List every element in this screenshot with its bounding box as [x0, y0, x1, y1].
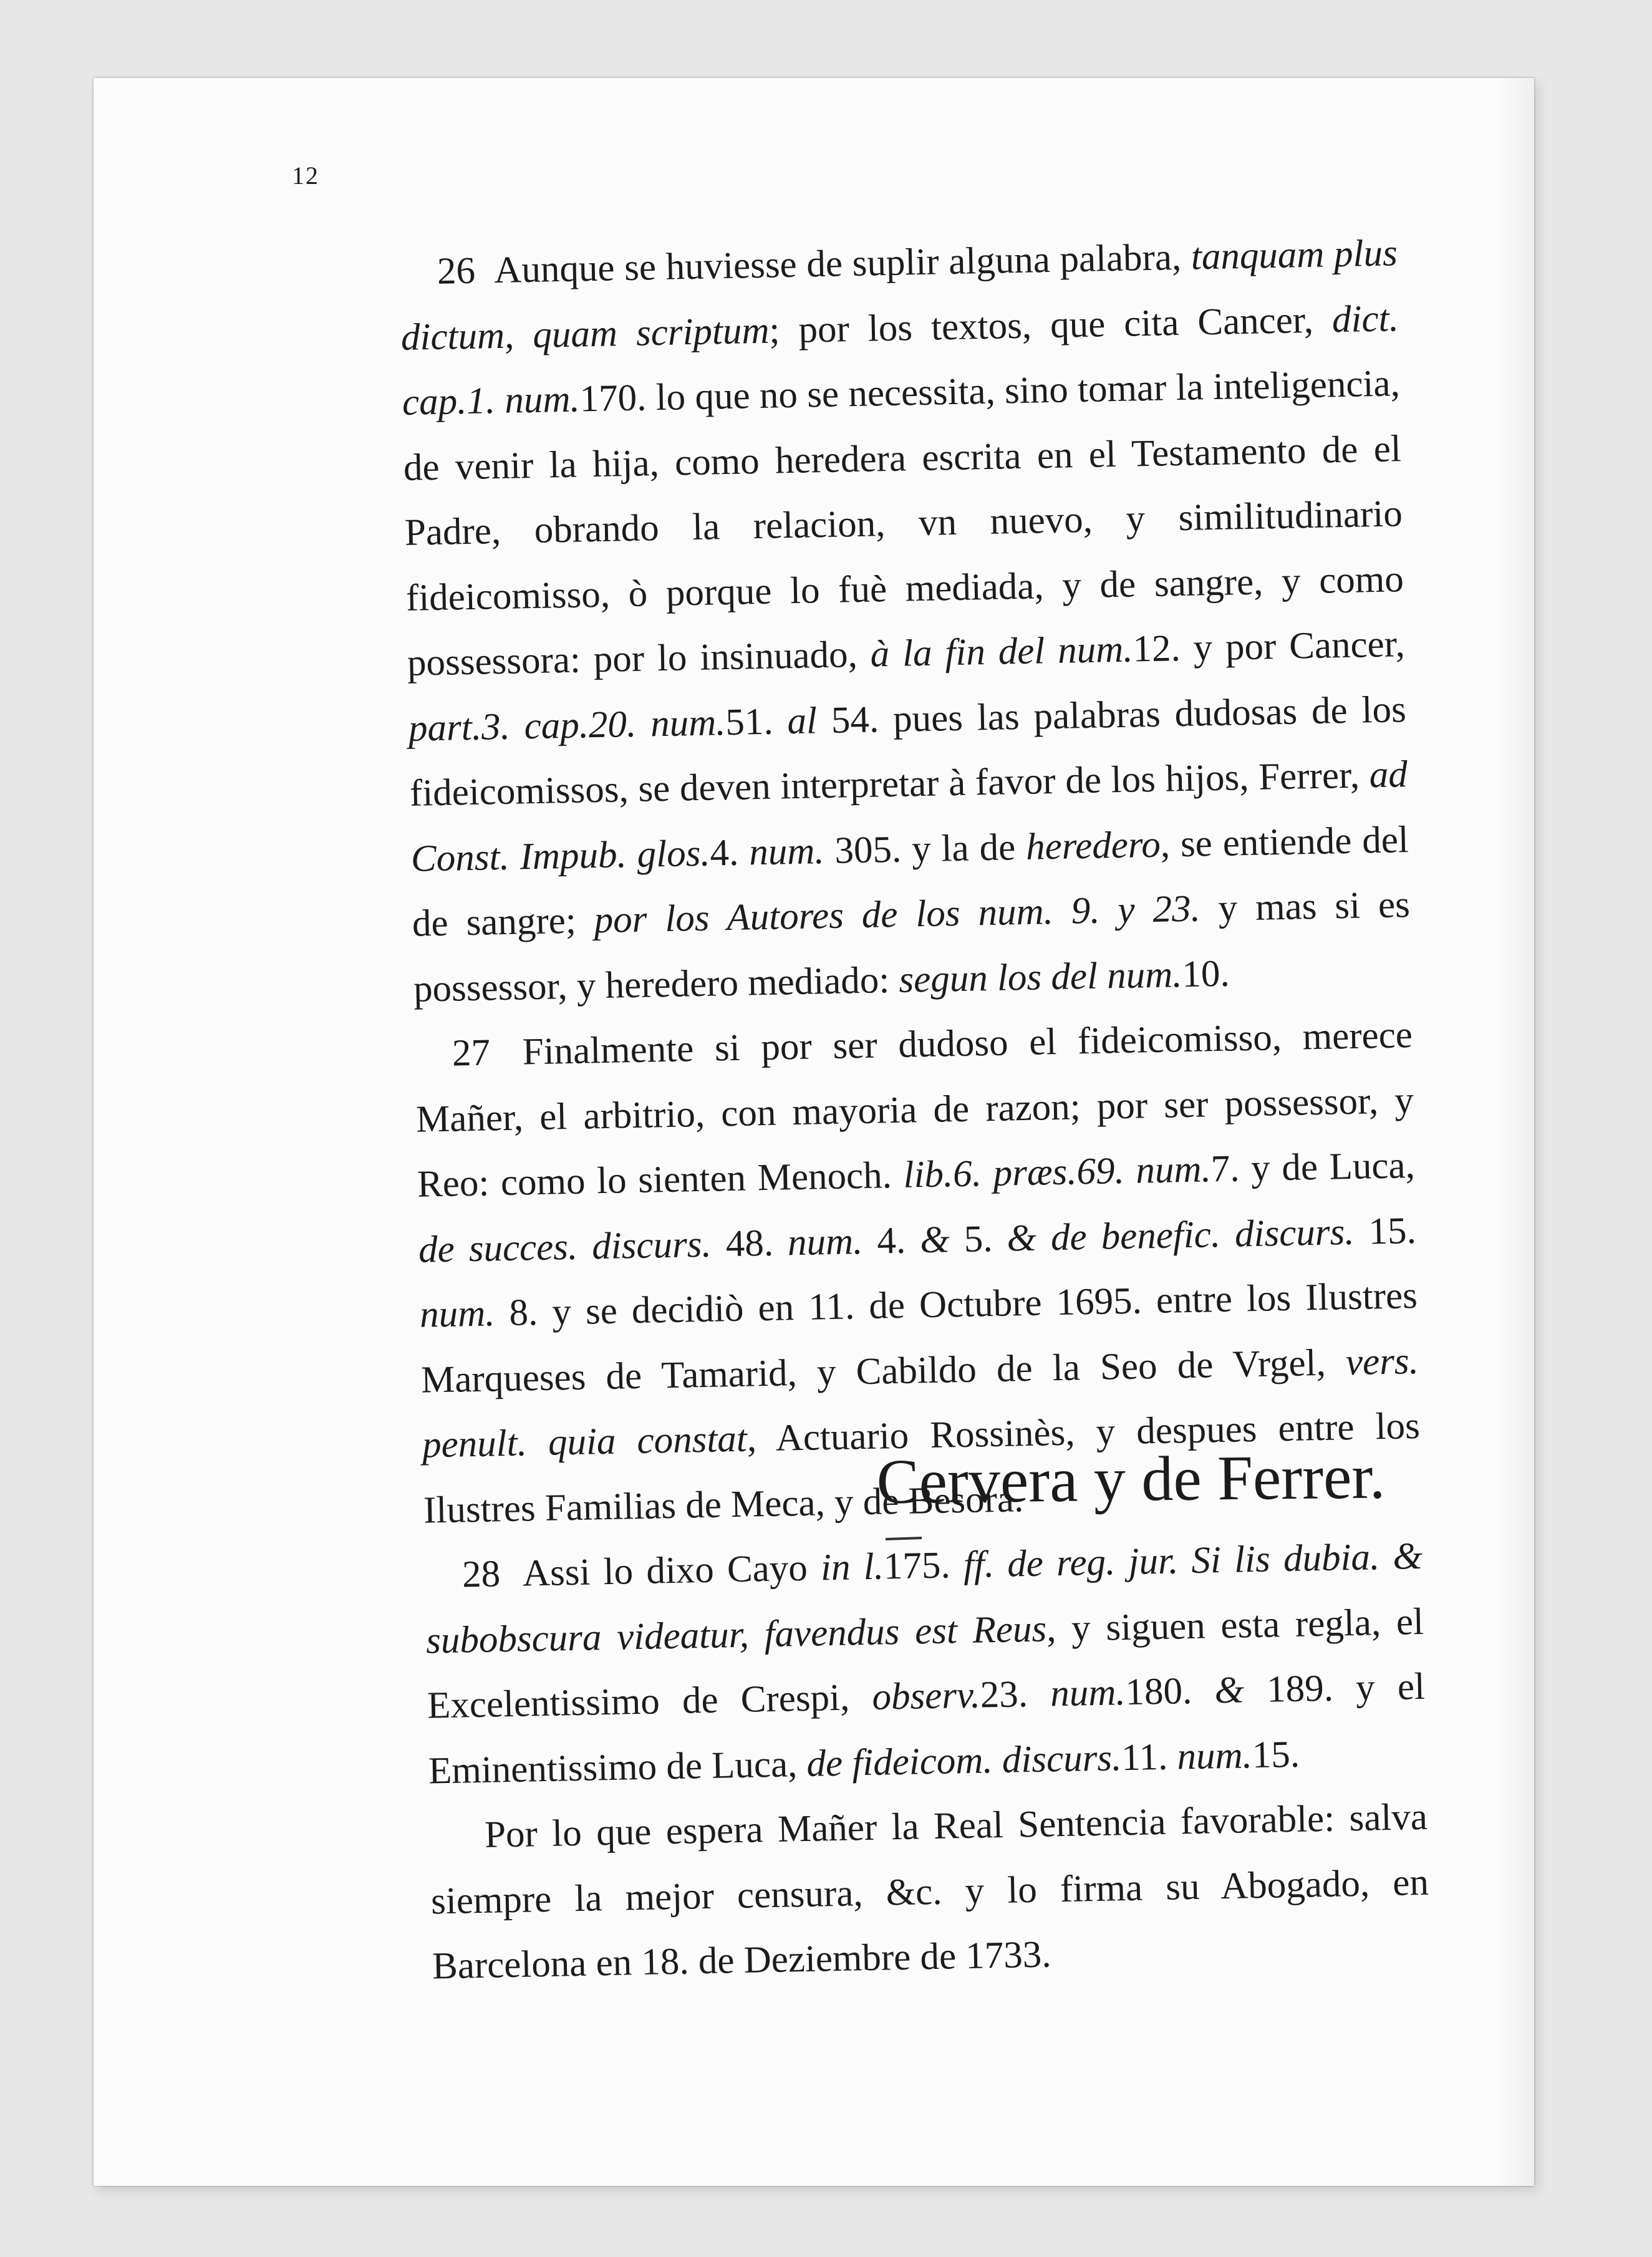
- italic-text-run: ff. de reg. jur. Si lis dubia. & subobscura videatur, favendus est Reus: [425, 1535, 1423, 1662]
- italic-text-run: heredero: [1025, 823, 1161, 868]
- italic-text-run: ad Const. Impub. glos.: [410, 753, 1408, 880]
- text-run: 189. y el Eminentissimo de Luca,: [428, 1665, 1426, 1792]
- italic-text-run: num.: [787, 1220, 863, 1264]
- italic-text-run: dict. cap.1. num.: [402, 297, 1399, 423]
- italic-text-run: tanquam plus dictum, quam scriptum: [400, 232, 1398, 359]
- text-run: 305. y la de: [823, 826, 1026, 872]
- text-run: y mas si es possessor, y heredero mediado:: [413, 884, 1411, 1010]
- text-run: Por lo que espera Mañer la Real Sentencia favorable: salva siempre la mejor censura, &c. y lo firma su Abogado, en Barcelona en 18. de Deziembre de 1733.: [430, 1795, 1429, 1988]
- italic-text-run: por los Autores de los num. 9. y 23.: [594, 887, 1201, 942]
- italic-text-run: de succes. discurs.: [418, 1223, 712, 1271]
- text-run: 11.: [1121, 1736, 1178, 1779]
- italic-text-run: &: [919, 1218, 950, 1261]
- italic-text-run: num.: [1050, 1671, 1126, 1715]
- text-run: 48.: [711, 1221, 788, 1265]
- text-run: 15.: [1353, 1209, 1417, 1253]
- signature: Cervera y de Ferrer.: [876, 1441, 1386, 1517]
- paragraph-number: 27: [452, 1032, 491, 1075]
- page-number: 12: [292, 162, 319, 190]
- text-run: , y siguen esta regla, el Excelentissimo de Crespi,: [427, 1600, 1424, 1727]
- paragraph-26: [399, 221, 1412, 1022]
- paragraph-28: [424, 1524, 1427, 1804]
- italic-text-run: observ.: [871, 1674, 981, 1718]
- italic-text-run: à la fin del num.: [870, 628, 1134, 675]
- text-run: 5.: [949, 1217, 1008, 1260]
- italic-text-run: num.: [1176, 1734, 1253, 1777]
- body-text: [399, 221, 1431, 1999]
- italic-text-run: num.: [419, 1292, 496, 1336]
- closing-paragraph: [429, 1785, 1431, 1999]
- text-run: Finalmente si por ser dudoso el fideicomisso, merece Mañer, el arbitrio, con mayoria de razon; por ser possessor, y Reo: como lo sienten Menoch.: [415, 1014, 1414, 1206]
- text-run: ; por los textos, que cita Cancer,: [768, 298, 1333, 352]
- italic-text-run: al: [786, 699, 818, 742]
- text-run: 8. y se decidiò en 11. de Octubre 1695. entre los Ilustres Marqueses de Tamarid, y Cabildo de la Seo de Vrgel,: [420, 1274, 1418, 1401]
- text-run: 54. pues las palabras dudosas de los fideicomissos, se deven interpretar à favor de los hijos, Ferrer,: [409, 688, 1407, 814]
- text-run: Assi lo dixo Cayo: [522, 1547, 821, 1595]
- italic-text-run: & de benefic. discurs.: [1006, 1211, 1355, 1260]
- text-run: 4.: [709, 831, 750, 874]
- italic-text-run: de fideicom. discurs.: [806, 1736, 1122, 1785]
- text-run: 10.: [1181, 952, 1230, 995]
- italic-text-run: segun los del num.: [898, 953, 1183, 1001]
- text-run: Aunque se huviesse de suplir alguna palabra,: [493, 236, 1192, 292]
- italic-text-run: lib.6. præs.69. num.: [902, 1148, 1212, 1196]
- text-run: , Actuario Rossinès, y despues entre los Ilustres Familias de Meca, y de Besora.: [423, 1404, 1421, 1532]
- text-run: 15.: [1252, 1733, 1300, 1776]
- italic-text-run: num.: [748, 829, 825, 873]
- italic-text-run: in l.: [820, 1545, 884, 1589]
- paragraph-number: 28: [461, 1553, 501, 1596]
- text-run: 180.: [1124, 1670, 1215, 1714]
- italic-text-run: vers. penult. quia constat: [422, 1340, 1419, 1466]
- text-run: 12. y por Cancer,: [1132, 623, 1406, 670]
- text-run: 170. lo que no se necessita, sino tomar la inteligencia, de venir la hija, como heredera escrita en el Testamento de el Padre, obrando la relacion, vn nuevo, y similitudinario fideicomisso, ò porque lo fuè mediada, y de sangre, y como possessora: por lo insinuado,: [403, 362, 1404, 684]
- italic-text-run: part.3. cap.20. num.: [408, 701, 727, 750]
- paragraph-number: 26: [437, 249, 476, 292]
- text-run: 7. y de Luca,: [1210, 1144, 1416, 1191]
- text-run: 4.: [862, 1219, 920, 1262]
- text-run: , se entiende del de sangre;: [412, 818, 1409, 945]
- text-run: 175.: [883, 1544, 964, 1588]
- text-run: 51.: [725, 700, 788, 743]
- text-run: 23.: [980, 1673, 1051, 1716]
- italic-text-run: &: [1214, 1669, 1245, 1712]
